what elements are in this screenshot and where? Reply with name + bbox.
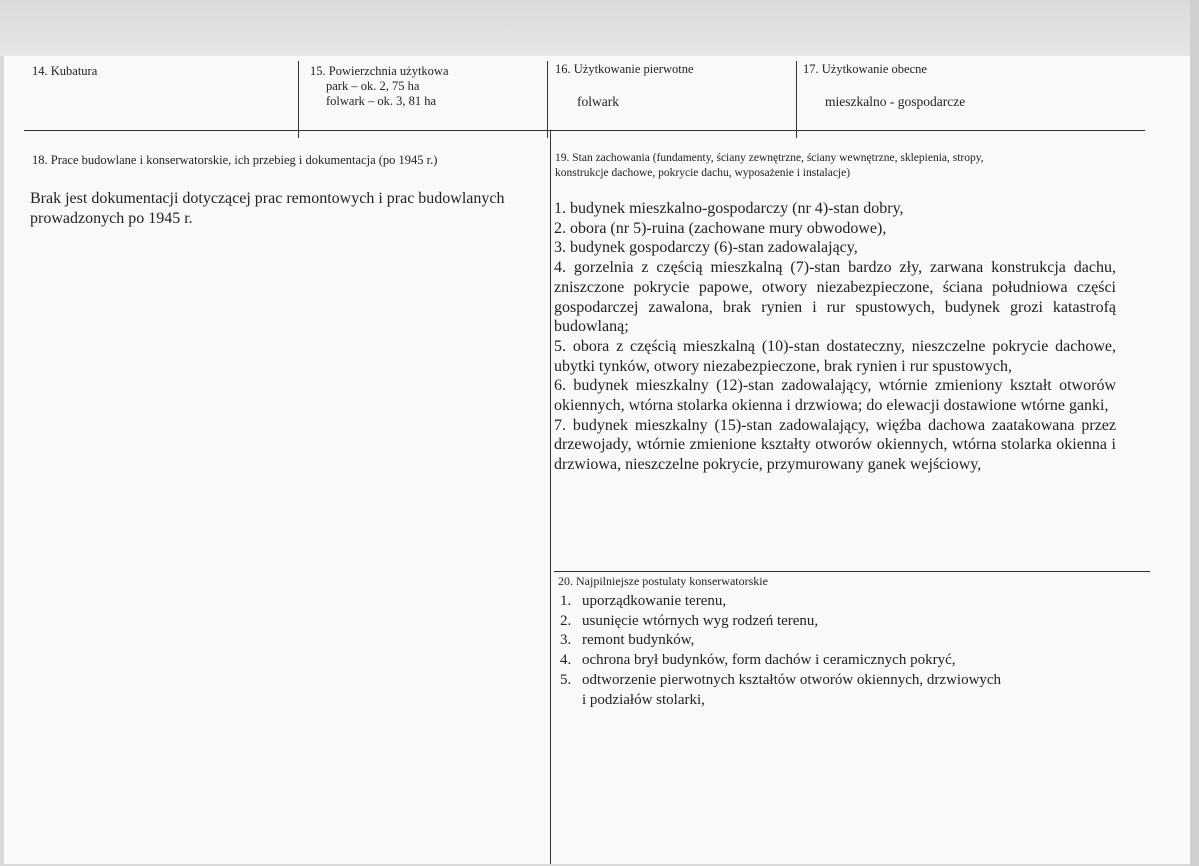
condition-item-3: 3. budynek gospodarczy (6)-stan zadowalający, (554, 239, 858, 257)
section-19-label (555, 151, 1115, 181)
postulate-text: ochrona brył budynków, form dachów i ceramicznych pokryć, (582, 652, 956, 669)
condition-item-4: 4. gorzelnia z częścią mieszkalną (7)-stan bardzo zły, zarwana konstrukcja dachu, zniszczone pokrycie papowe, otwory niezabezpieczone, ściana południowa części gospodarczej zawalona, brak rynien i rur spustowych, budynek grozi katastrofą budowlaną; (554, 259, 1116, 336)
cell-14-label: 14. Kubatura (32, 64, 98, 78)
section-20-label: 20. Najpilniejsze postulaty konserwatorskie (558, 574, 768, 588)
condition-item-5: 5. obora z częścią mieszkalną (10)-stan dostateczny, nieszczelne pokrycie dachowe, ubytki tynków, otwory niezabezpieczone, brak rynien i rur spustowych, (554, 337, 1116, 375)
postulate-number: 3. (560, 632, 572, 649)
postulate-item-4 (560, 651, 1001, 671)
section-20-postulates-list (560, 592, 1001, 710)
section-19-label-line-1: 19. Stan zachowania (fundamenty, ściany zewnętrzne, ściany wewnętrzne, sklepienia, stropy, (555, 152, 984, 164)
condition-item-2: 2. obora (nr 5)-ruina (zachowane mury obwodowe), (554, 219, 887, 237)
section-20-top-rule (554, 571, 1150, 572)
postulate-text: usunięcie wtórnych wyg rodzeń terenu, (582, 612, 819, 629)
section-19-label-line-2: konstrukcje dachowe, pokrycie dachu, wyposażenie i instalacje) (555, 167, 851, 179)
scanner-right-margin (1190, 0, 1199, 866)
condition-item-6: 6. budynek mieszkalny (12)-stan zadowalający, wtórnie zmieniony kształt otworów okiennych, wtórna stolarka okienna i drzwiowa; do elewacji dostawione wtórne ganki, (554, 377, 1116, 415)
scanner-top-margin (0, 0, 1199, 56)
cell-15-park-area: park – ok. 2, 75 ha (326, 79, 420, 93)
postulate-number: 5. (560, 671, 572, 688)
postulate-item-2 (560, 612, 1001, 632)
postulate-text: i podziałów stolarki, (582, 691, 705, 708)
cell-17-value: mieszkalno - gospodarcze (825, 94, 966, 109)
divider-main-upper (547, 61, 548, 138)
section-18-label: 18. Prace budowlane i konserwatorskie, ich przebieg i dokumentacja (po 1945 r.) (32, 153, 438, 167)
postulate-number: 2. (560, 612, 572, 629)
postulate-item-5 (560, 671, 1001, 691)
cell-15-label: 15. Powierzchnia użytkowa (310, 64, 449, 78)
postulate-number: 1. (560, 593, 572, 609)
postulate-item-3 (560, 631, 1001, 651)
postulate-number: 4. (560, 652, 572, 669)
section-18-text-line-2: prowadzonych po 1945 r. (30, 210, 193, 227)
condition-item-1: 1. budynek mieszkalno-gospodarczy (nr 4)-stan dobry, (554, 200, 904, 217)
divider-main-lower (550, 131, 551, 864)
postulate-text: odtworzenie pierwotnych kształtów otworów okiennych, drzwiowych (582, 671, 1002, 688)
postulate-text: remont budynków, (582, 632, 695, 649)
document-page (4, 56, 1190, 864)
cell-16-value: folwark (577, 94, 619, 109)
postulate-item-1 (560, 592, 1001, 612)
divider-14-15 (298, 61, 299, 138)
cell-16-label: 16. Użytkowanie pierwotne (555, 62, 694, 76)
divider-16-17 (796, 61, 797, 138)
section-18-text-line-1: Brak jest dokumentacji dotyczącej prac remontowych i prac budowlanych (30, 190, 505, 207)
cell-15-folwark-area: folwark – ok. 3, 81 ha (326, 94, 437, 108)
postulate-text: uporządkowanie terenu, (582, 593, 727, 609)
header-bottom-rule (24, 130, 1145, 131)
cell-17-label: 17. Użytkowanie obecne (803, 62, 927, 76)
condition-item-7: 7. budynek mieszkalny (15)-stan zadowalający, więźba dachowa zaatakowana przez drzewojady, wtórnie zmienione kształty otworów okiennych, wtórna stolarka okienna i drzwiowa, nieszczelne pokrycie, przymurowany ganek wejściowy, (554, 416, 1116, 474)
postulate-item-5-continuation (560, 691, 1001, 711)
section-19-condition-list (554, 199, 1116, 475)
